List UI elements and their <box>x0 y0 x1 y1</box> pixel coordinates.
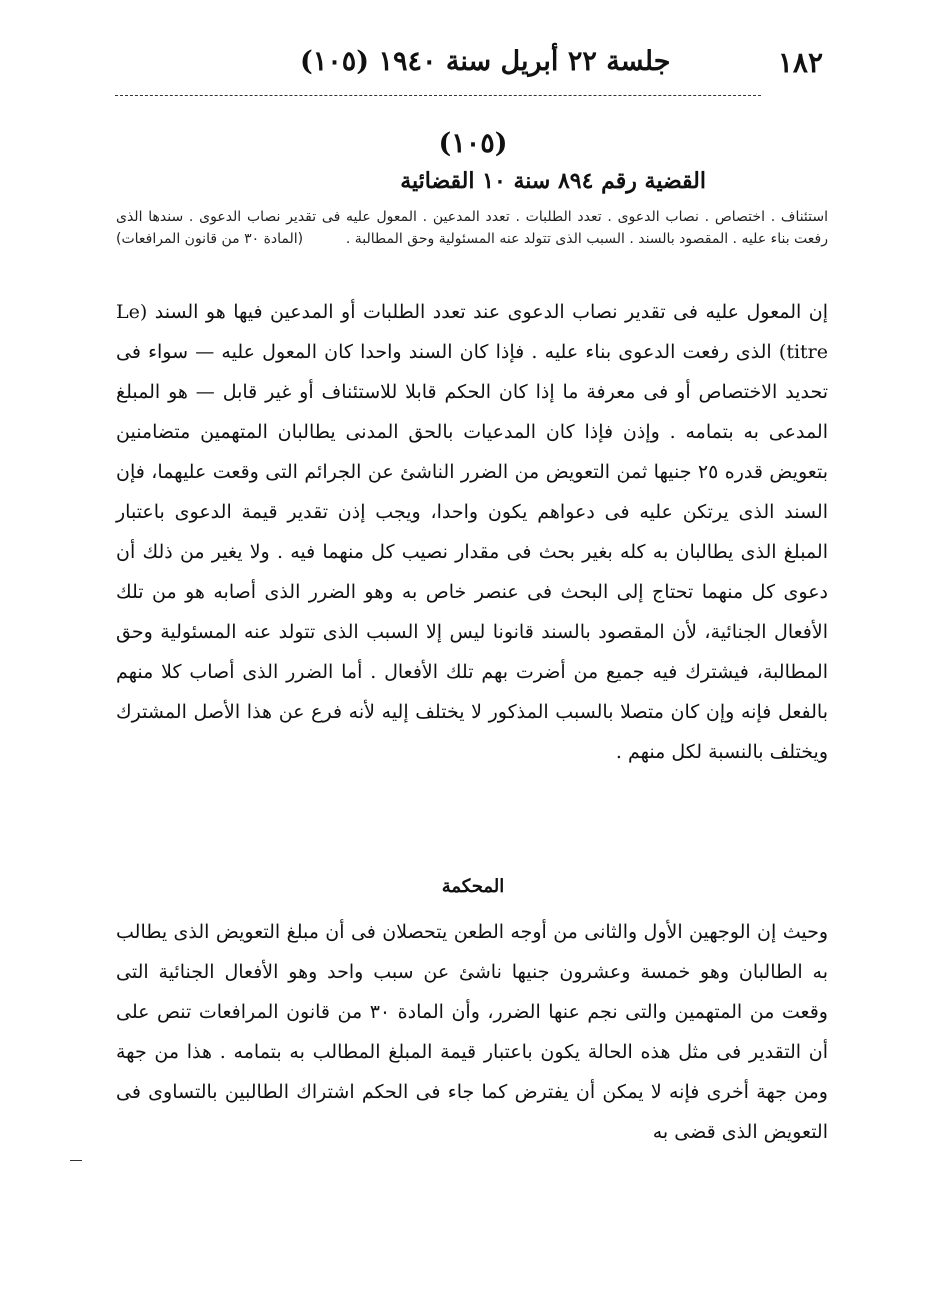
header-rule <box>115 95 761 96</box>
court-reasoning-paragraph: وحيث إن الوجهين الأول والثانى من أوجه الطعن يتحصلان فى أن مبلغ التعويض الذى يطالب به الطالبان وهو خمسة وعشرون جنيها ناشئ عن سبب واحد وهو الأفعال الجنائية التى وقعت من المتهمين والتى نجم عنها الضرر، وأن المادة ٣٠ من قانون المرافعات تنص على أن التقدير فى مثل هذه الحالة يكون باعتبار قيمة المبلغ المطالب به بتمامه . هذا من جهة ومن جهة أخرى فإنه لا يمكن أن يفترض كما جاء فى الحكم اشتراك الطالبين بالتساوى فى التعويض الذى قضى به <box>116 921 828 1143</box>
page-number: ١٨٢ <box>777 46 823 79</box>
running-title: جلسة ٢٢ أبريل سنة ١٩٤٠ (١٠٥) <box>300 46 671 77</box>
keywords-text: استئناف . اختصاص . نصاب الدعوى . تعدد الطلبات . تعدد المدعين . المعول عليه فى تقدير نصاب الدعوى . سندها الذى رفعت بناء عليه . المقصود بالسند . السبب الذى تتولد عنه المسئولية وحق المطالبة . <box>116 209 828 247</box>
principle-paragraph: إن المعول عليه فى تقدير نصاب الدعوى عند تعدد الطلبات أو المدعين فيها هو السند (Le titre) الذى رفعت الدعوى بناء عليه . فإذا كان السند واحدا كان المعول عليه — سواء فى تحديد الاختصاص أو فى معرفة ما إذا كان الحكم قابلا للاستئناف أو غير قابل — هو المبلغ المدعى به بتمامه . وإذن فإذا كان المدعيات بالحق المدنى يطالبان المتهمين متضامنين بتعويض قدره ٢٥ جنيها ثمن التعويض من الضرر الناشئ عن الجرائم التى وقعت عليهما، فإن السند الذى يرتكن عليه فى دعواهم يكون واحدا، ويجب إذن تقدير قيمة الدعوى باعتبار المبلغ الذى يطالبان به كله بغير بحث فى مقدار نصيب كل منهما فيه . ولا يغير من ذلك أن دعوى كل منهما تحتاج إلى البحث فى عنصر خاص به وهو الضرر الذى أصابه هو من تلك الأفعال الجنائية، لأن المقصود بالسند قانونا ليس إلا السبب الذى تتولد عنه المسئولية وحق المطالبة، فيشترك فيه جميع من أضرت بهم تلك الأفعال . أما الضرر الذى أصاب كلا منهم بالفعل فإنه وإن كان متصلا بالسبب المذكور لا يختلف إليه لأنه فرع عن هذا الأصل المشترك ويختلف بالنسبة لكل منهم . <box>116 301 828 763</box>
keywords-summary <box>116 206 828 250</box>
case-reference: القضية رقم ٨٩٤ سنة ١٠ القضائية <box>400 168 706 194</box>
legal-reference: (المادة ٣٠ من قانون المرافعات) <box>116 231 304 247</box>
judgment-number: (١٠٥) <box>438 128 508 159</box>
margin-mark <box>70 1160 82 1161</box>
page-header <box>90 40 823 92</box>
section-title: المحكمة <box>441 876 505 897</box>
